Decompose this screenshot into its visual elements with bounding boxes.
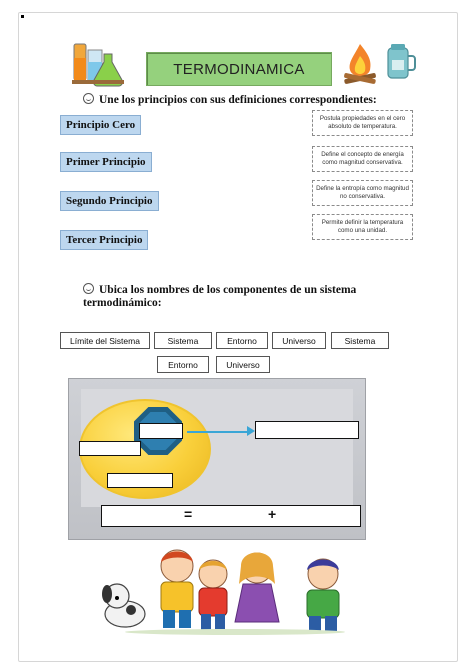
instruction-components-text: Ubica los nombres de los componentes de un sistema termodinámico: [83,284,357,309]
equation-box[interactable] [101,505,361,527]
plus-sign: + [268,506,277,522]
word-chip-universo[interactable]: Universo [272,332,326,349]
definition-card[interactable]: Permite definir la temperatura como una unidad. [312,214,413,240]
thermos-icon [382,44,416,82]
system-diagram [68,378,366,540]
kids-illustration [95,544,363,636]
instruction-components [83,283,363,310]
definition-card[interactable]: Define el concepto de energía como magnitud conservativa. [312,146,413,172]
word-chip-sistema[interactable]: Sistema [331,332,389,349]
principle-card[interactable]: Segundo Principio [60,191,159,211]
smiley-icon [83,93,94,104]
page-title [146,52,332,86]
drop-zone-universo[interactable] [107,473,173,488]
word-chip-sistema[interactable]: Sistema [154,332,212,349]
arrow-right-icon [247,426,255,436]
word-chip-limite[interactable]: Límite del Sistema [60,332,150,349]
smiley-icon [83,283,94,294]
arrow-line [187,431,249,433]
instruction-match [83,93,377,106]
definition-card[interactable]: Postula propiedades en el cero absoluto de temperatura. [312,110,413,136]
word-chip-universo[interactable]: Universo [216,356,270,373]
word-chip-entorno[interactable]: Entorno [216,332,268,349]
word-chip-entorno[interactable]: Entorno [157,356,209,373]
drop-zone-limite[interactable] [255,421,359,439]
principle-card[interactable]: Principio Cero [60,115,141,135]
equals-sign: = [184,506,193,522]
campfire-icon [340,40,380,86]
drop-zone-sistema[interactable] [139,423,183,439]
corner-mark [21,15,24,18]
drop-zone-entorno[interactable] [79,441,141,456]
instruction-match-text: Une los principios con sus definiciones correspondientes: [99,94,377,106]
page-title-text: TERMODINAMICA [173,60,305,78]
lab-flasks-icon [70,40,126,88]
principle-card[interactable]: Tercer Principio [60,230,148,250]
principle-card[interactable]: Primer Principio [60,152,152,172]
definition-card[interactable]: Define la entropía como magnitud no conservativa. [312,180,413,206]
